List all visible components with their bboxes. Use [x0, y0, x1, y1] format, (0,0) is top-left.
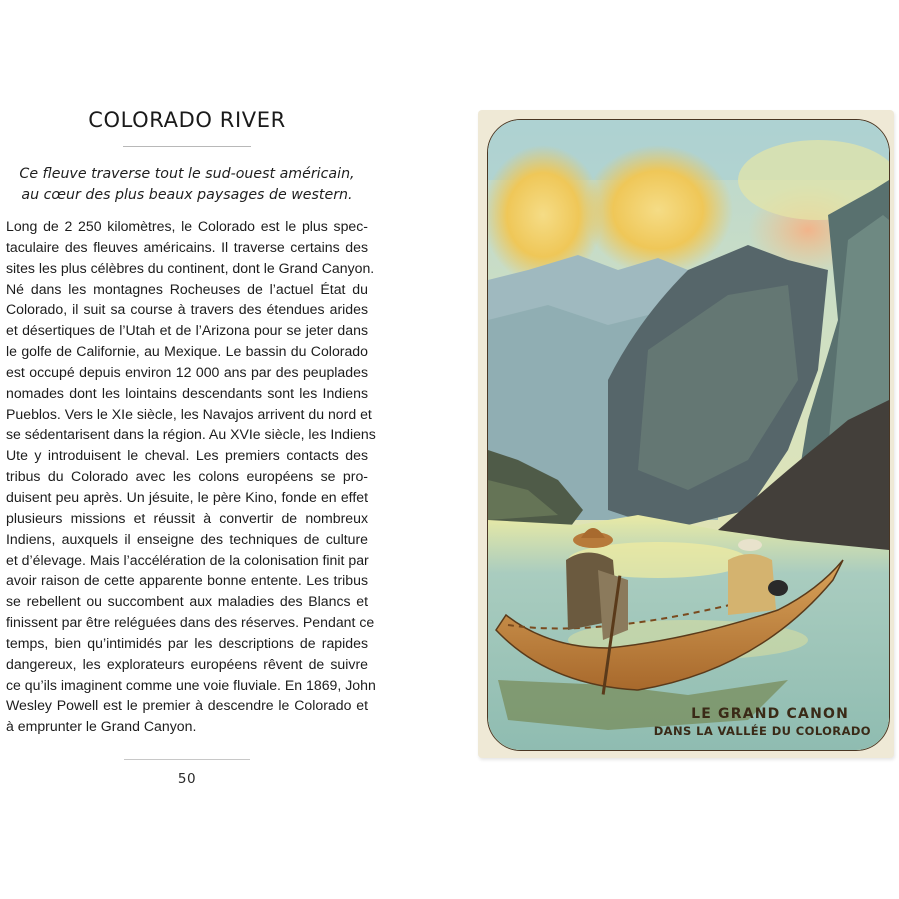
body-line: plusieurs missions et réussit à convertir de nombreux — [6, 509, 368, 526]
vintage-illustration-card — [478, 110, 894, 758]
body-line: et d’élevage. Mais l’accélération de la colonisation finit par — [6, 551, 369, 568]
body-line: est occupé depuis environ 12 000 ans par des peuplades — [6, 363, 368, 380]
body-line: Né dans les montagnes Rocheuses de l’actuel État du — [6, 280, 368, 297]
page-number: 50 — [177, 771, 197, 787]
subtitle-line: Ce fleuve traverse tout le sud-ouest américain, — [19, 166, 355, 182]
footer-divider — [124, 759, 250, 760]
title-divider — [123, 146, 251, 147]
body-line: nomades dont les lointains descendants sont les Indiens — [6, 384, 368, 401]
body-line: finissent par être reléguées dans des réserves. Pendant ce — [6, 614, 375, 631]
illustration-caption — [654, 706, 871, 738]
body-line: tribus du Colorado avec les colons européens se pro- — [6, 468, 368, 485]
body-line: Colorado, il suit sa course à travers des étendues arides — [6, 301, 368, 318]
body-paragraph — [6, 216, 376, 737]
body-line: et désertiques de l’Utah et de l’Arizona pour se jeter dans — [6, 322, 368, 339]
subtitle-line: au cœur des plus beaux paysages de western. — [21, 186, 353, 203]
page-title: COLORADO RIVER — [88, 108, 286, 132]
subtitle — [0, 164, 374, 205]
grand-canyon-canoe-illustration — [487, 119, 890, 751]
body-line: duisent peu après. Un jésuite, le père Kino, fonde en effet — [6, 488, 368, 505]
body-line: Indiens, auxquels il enseigne des techniques de culture — [6, 530, 368, 547]
caption-subtitle: DANS LA VALLÉE DU COLORADO — [653, 724, 871, 738]
left-page — [0, 0, 380, 899]
body-line: se rebellent ou succombent aux maladies des Blancs et — [6, 593, 368, 610]
body-line: avoir raison de cette apparente bonne entente. Les tribus — [6, 572, 368, 589]
landscape-painting-icon — [488, 120, 889, 750]
body-line: le golfe de Californie, au Mexique. Le bassin du Colorado — [6, 343, 368, 360]
body-line: taculaire des fleuves américains. Il traverse certains des — [6, 238, 368, 255]
caption-title: LE GRAND CANON — [691, 706, 849, 722]
body-line: se sédentarisent dans la région. Au XVIe siècle, les Indiens — [6, 426, 376, 443]
body-line: Long de 2 250 kilomètres, le Colorado est le plus spec- — [6, 218, 368, 234]
body-line: dangereux, les explorateurs européens rêvent de suivre — [6, 655, 368, 672]
body-line: Ute y introduisent le cheval. Les premiers contacts des — [6, 447, 368, 464]
body-line: temps, bien qu’intimidés par les descriptions de rapides — [6, 634, 368, 651]
body-line: sites les plus célèbres du continent, dont le Grand Canyon. — [6, 259, 375, 276]
body-line: à emprunter le Grand Canyon. — [6, 718, 197, 735]
body-line: Pueblos. Vers le XIe siècle, les Navajos arrivent du nord et — [6, 405, 372, 422]
body-line: ce qu’ils imaginent comme une voie fluviale. En 1869, John — [6, 676, 376, 693]
body-line: Wesley Powell est le premier à descendre le Colorado et — [6, 697, 368, 714]
